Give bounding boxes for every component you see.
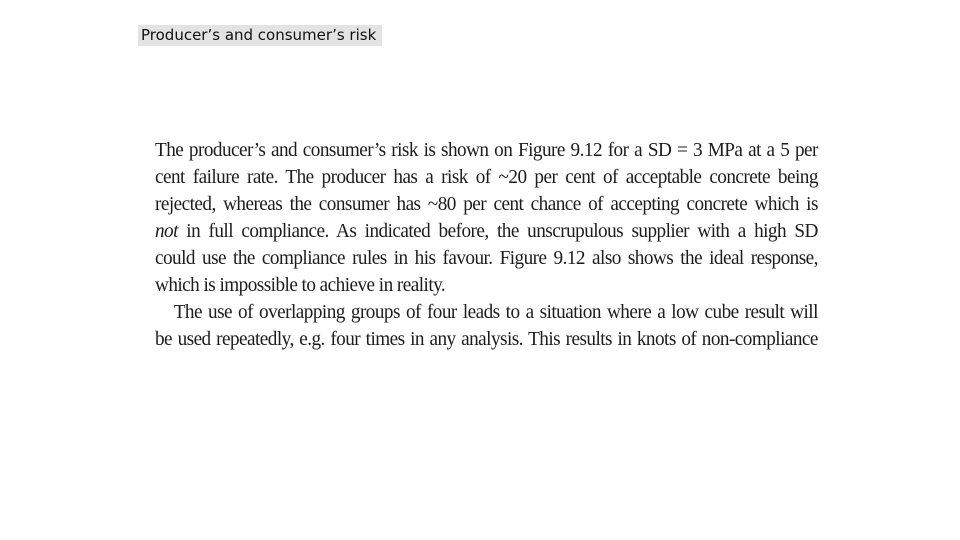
text-line: cent failure rate. The producer has a risk of ~20 per cent of acceptable concrete being [155,167,818,188]
text-line: which is impossible to achieve in reality. [155,275,446,296]
text-line: be used repeatedly, e.g. four times in any analysis. This results in knots of non-compliance [155,329,818,350]
text-line: could use the compliance rules in his favour. Figure 9.12 also shows the ideal response, [155,248,818,269]
text-line: The producer’s and consumer’s risk is shown on Figure 9.12 for a SD = 3 MPa at a 5 per [155,140,818,161]
italic-word: not [155,221,178,242]
text-line: rejected, whereas the consumer has ~80 per cent chance of accepting concrete which is [155,194,818,215]
text-line: The use of overlapping groups of four leads to a situation where a low cube result will [173,302,818,323]
scanned-text-excerpt [155,137,818,353]
slide-title: Producer’s and consumer’s risk [138,25,382,46]
text-line-rest: in full compliance. As indicated before, the unscrupulous supplier with a high SD [177,221,818,242]
text-line [155,218,818,245]
